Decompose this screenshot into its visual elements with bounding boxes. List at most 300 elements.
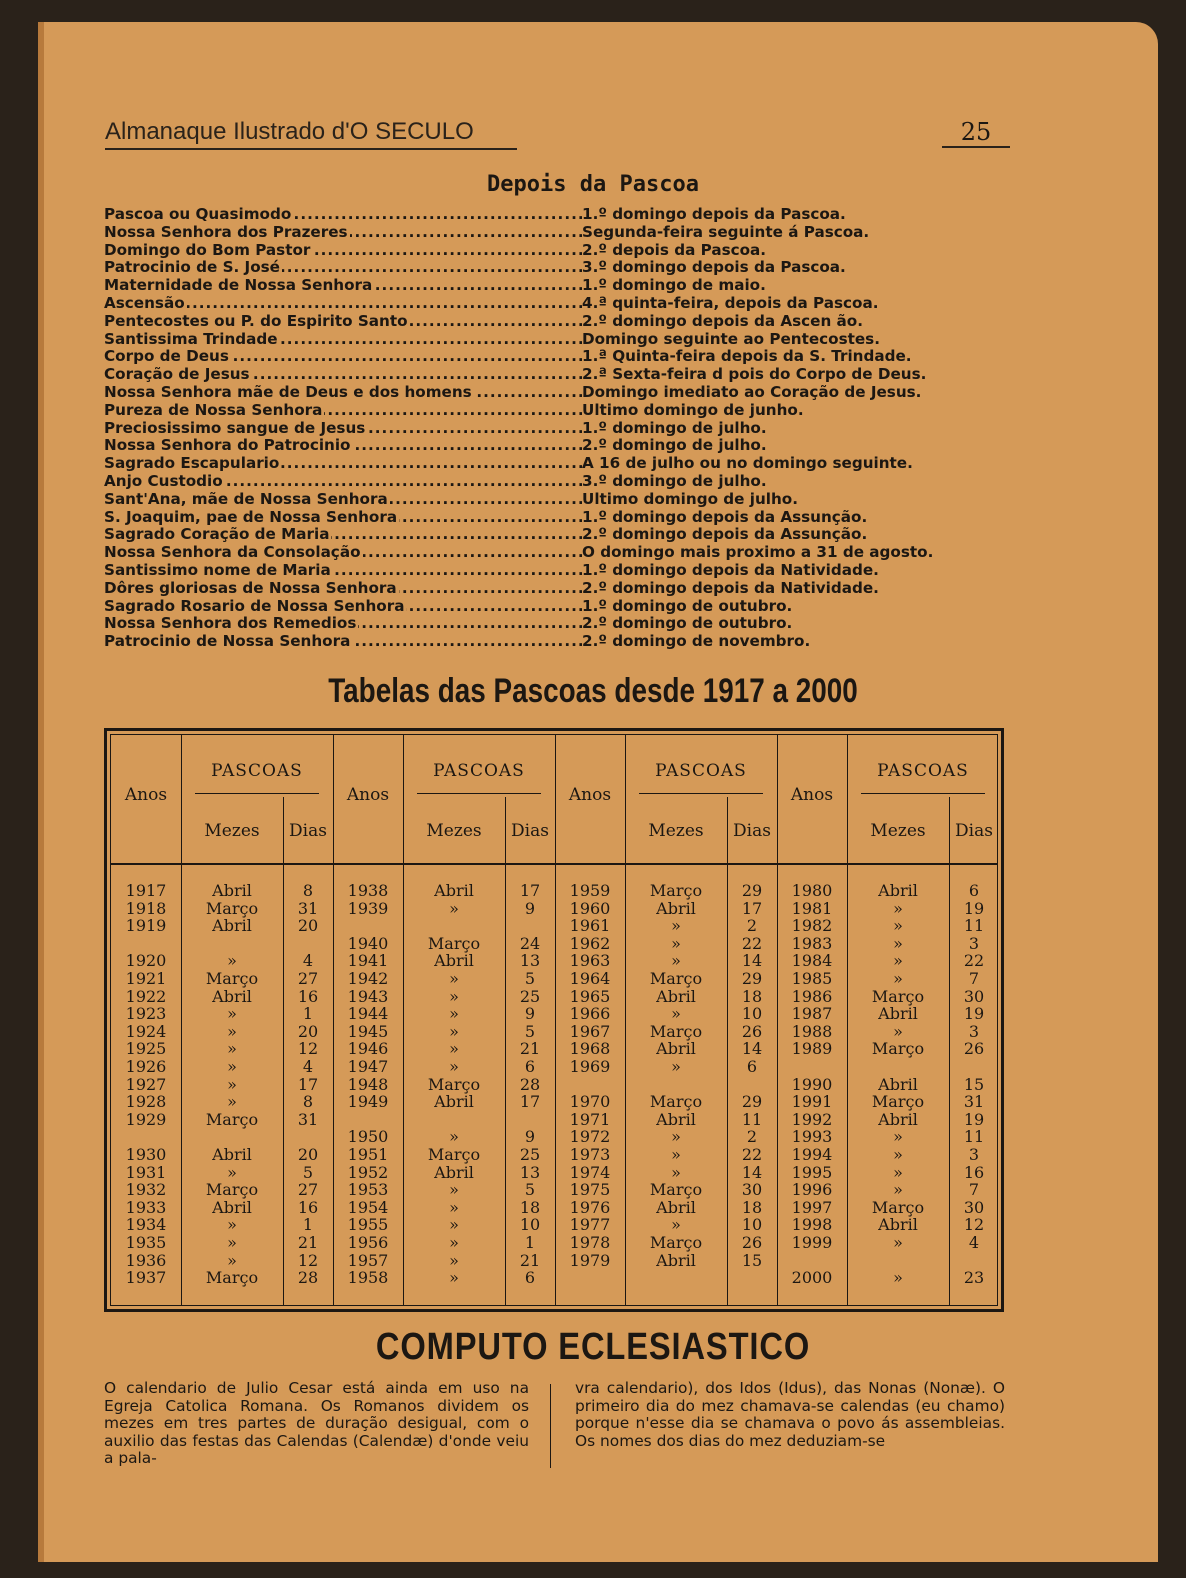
- feast-name: [104, 366, 582, 384]
- year-cell: 1950: [347, 1127, 389, 1147]
- month-cell: »: [449, 1127, 459, 1147]
- year-cell: 1956: [347, 1233, 389, 1252]
- month-cell: »: [893, 1268, 903, 1288]
- month-cell: Março: [427, 1074, 481, 1094]
- day-cell: 10: [741, 1215, 763, 1235]
- day-cell: 16: [297, 986, 319, 1006]
- day-cell: 21: [519, 1250, 541, 1270]
- month-cell: »: [449, 1268, 459, 1288]
- month-cell: Abril: [434, 1162, 474, 1182]
- year-cell: 1919: [125, 916, 167, 936]
- feast-row: [104, 259, 1004, 277]
- year-cell: 1929: [125, 1109, 167, 1129]
- month-cell: »: [227, 1233, 237, 1252]
- day-cell: 16: [963, 1162, 985, 1182]
- day-cell: 26: [741, 1233, 763, 1252]
- feast-date: Domingo seguinte ao Pentecostes.: [582, 329, 880, 348]
- month-cell: »: [671, 1127, 681, 1147]
- month-cell: Março: [649, 1092, 703, 1112]
- feast-row: [104, 277, 1004, 295]
- header-dias: Dias: [289, 821, 327, 841]
- year-cell: 1981: [791, 898, 833, 918]
- year-cell: 1948: [347, 1074, 389, 1094]
- year-cell: 1959: [569, 881, 611, 900]
- month-cell: Março: [649, 1180, 703, 1200]
- year-cell: 1961: [569, 916, 611, 936]
- feast-name: [104, 544, 582, 562]
- header-dias: Dias: [955, 821, 993, 841]
- feast-name: [104, 526, 582, 544]
- feast-date: 2.º domingo depois da Natividade.: [582, 578, 879, 597]
- year-cell: 1971: [569, 1109, 611, 1129]
- month-cell: »: [893, 1127, 903, 1147]
- easter-table-title: Tabelas das Pascoas desde 1917 a 2000: [328, 672, 858, 710]
- year-cell: 1973: [569, 1145, 611, 1164]
- day-cell: 12: [963, 1215, 985, 1235]
- day-cell: 26: [741, 1021, 763, 1041]
- month-cell: »: [227, 1250, 237, 1270]
- year-cell: 1933: [125, 1197, 167, 1217]
- feast-date: 1.ª Quinta-feira depois da S. Trindade.: [582, 347, 912, 366]
- month-cell: »: [893, 1021, 903, 1041]
- feast-row: [104, 348, 1004, 366]
- header-anos: Anos: [790, 785, 834, 805]
- feast-name: [104, 242, 582, 260]
- month-cell: Abril: [878, 1074, 918, 1094]
- easter-table-inner: [110, 734, 998, 1306]
- header-brace: [417, 793, 541, 794]
- month-cell: »: [449, 1250, 459, 1270]
- feast-row: [104, 224, 1004, 242]
- year-cell: 1969: [569, 1057, 611, 1076]
- day-cell: 21: [297, 1233, 319, 1252]
- day-cell: 29: [741, 881, 763, 900]
- month-cell: »: [893, 969, 903, 988]
- month-cell: Abril: [656, 1039, 696, 1059]
- month-cell: Abril: [434, 1092, 474, 1112]
- year-cell: 1938: [347, 881, 389, 900]
- month-cell: »: [449, 898, 459, 918]
- feast-name: [104, 615, 582, 633]
- feast-date: 2.º depois da Pascoa.: [582, 240, 767, 259]
- month-cell: Abril: [212, 881, 252, 900]
- year-cell: 1966: [569, 1004, 611, 1024]
- feast-date: 1.º domingo de outubro.: [582, 596, 793, 615]
- feast-name-text: Sagrado Rosario de Nossa Senhora: [104, 597, 405, 615]
- feast-date: 4.ª quinta-feira, depois da Pascoa.: [582, 293, 879, 312]
- feast-name: [104, 509, 582, 527]
- month-cell: Abril: [656, 986, 696, 1006]
- feast-name-text: Corpo de Deus: [104, 348, 229, 366]
- year-cell: 1935: [125, 1233, 167, 1252]
- year-cell: 1997: [791, 1197, 833, 1217]
- feast-row: [104, 402, 1004, 420]
- year-cell: 1941: [347, 951, 389, 971]
- day-cell: 9: [524, 898, 536, 918]
- year-cell: 1965: [569, 986, 611, 1006]
- month-cell: »: [893, 1162, 903, 1182]
- month-cell: »: [671, 951, 681, 971]
- year-cell: 1967: [569, 1021, 611, 1041]
- year-cell: 1917: [125, 881, 167, 900]
- feast-row: [104, 331, 1004, 349]
- year-cell: 1921: [125, 969, 167, 988]
- month-cell: »: [449, 969, 459, 988]
- day-cell: 22: [741, 933, 763, 953]
- feast-name-text: Sagrado Escapulario: [104, 455, 280, 473]
- header-pascoas: PASCOAS: [655, 761, 747, 781]
- feast-name: [104, 598, 582, 616]
- feast-date: 1.º domingo de maio.: [582, 276, 766, 295]
- easter-table: [104, 728, 1004, 1312]
- month-cell: »: [449, 1233, 459, 1252]
- year-cell: 1942: [347, 969, 389, 988]
- month-cell: Março: [871, 986, 925, 1006]
- month-cell: »: [893, 1180, 903, 1200]
- month-cell: Março: [205, 1268, 259, 1288]
- day-cell: 5: [524, 1021, 536, 1041]
- feast-row: [104, 313, 1004, 331]
- year-cell: 1960: [569, 898, 611, 918]
- year-cell: 1990: [791, 1074, 833, 1094]
- year-cell: 1982: [791, 916, 833, 936]
- year-cell: 1975: [569, 1180, 611, 1200]
- day-cell: 29: [741, 1092, 763, 1112]
- feast-name: [104, 259, 582, 277]
- month-cell: »: [449, 1180, 459, 1200]
- month-cell: Março: [871, 1197, 925, 1217]
- month-cell: Março: [649, 1233, 703, 1252]
- year-cell: 1952: [347, 1162, 389, 1182]
- month-cell: »: [227, 1074, 237, 1094]
- day-cell: 4: [302, 951, 314, 971]
- day-cell: 19: [963, 898, 985, 918]
- month-cell: »: [227, 1215, 237, 1235]
- year-cell: 1918: [125, 898, 167, 918]
- day-cell: 14: [741, 951, 763, 971]
- month-cell: Março: [205, 969, 259, 988]
- day-cell: 11: [963, 916, 985, 936]
- feast-name-text: Sant'Ana, mãe de Nossa Senhora: [104, 490, 388, 508]
- day-cell: 5: [524, 1180, 536, 1200]
- feast-name-text: S. Joaquim, pae de Nossa Senhora: [104, 508, 398, 526]
- day-cell: 22: [741, 1145, 763, 1164]
- feast-date: 1.º domingo depois da Natividade.: [582, 560, 879, 579]
- feast-name: [104, 277, 582, 295]
- year-cell: 1945: [347, 1021, 389, 1041]
- feast-name: [104, 402, 582, 420]
- feast-date: A 16 de julho ou no domingo seguinte.: [582, 454, 913, 473]
- year-cell: 1993: [791, 1127, 833, 1147]
- month-cell: »: [671, 933, 681, 953]
- year-cell: 1955: [347, 1215, 389, 1235]
- year-cell: 1994: [791, 1145, 833, 1164]
- header-brace: [861, 793, 985, 794]
- month-cell: »: [449, 1057, 459, 1076]
- feast-name-text: Coração de Jesus: [104, 366, 250, 384]
- feast-row: [104, 420, 1004, 438]
- day-cell: 18: [519, 1197, 541, 1217]
- feast-row: [104, 491, 1004, 509]
- year-cell: 1924: [125, 1021, 167, 1041]
- month-cell: Março: [205, 1180, 259, 1200]
- feast-name: [104, 633, 582, 651]
- year-cell: 1978: [569, 1233, 611, 1252]
- month-cell: »: [449, 1197, 459, 1217]
- feast-name: [104, 384, 582, 402]
- day-cell: 6: [524, 1268, 536, 1288]
- month-cell: »: [227, 1004, 237, 1024]
- feast-name-text: Maternidade de Nossa Senhora: [104, 277, 373, 295]
- day-cell: 8: [302, 881, 314, 900]
- feast-name: [104, 473, 582, 491]
- month-cell: Março: [871, 1039, 925, 1059]
- header-mezes: Mezes: [870, 821, 926, 841]
- feast-row: [104, 455, 1004, 473]
- feast-row: [104, 366, 1004, 384]
- feast-date: 1.º domingo depois da Pascoa.: [582, 205, 846, 223]
- day-cell: 17: [519, 881, 541, 900]
- year-cell: 1946: [347, 1039, 389, 1059]
- day-cell: 15: [741, 1250, 763, 1270]
- feast-row: [104, 598, 1004, 616]
- day-cell: 10: [519, 1215, 541, 1235]
- month-cell: Abril: [656, 1197, 696, 1217]
- day-cell: 15: [963, 1074, 985, 1094]
- month-cell: Abril: [434, 881, 474, 900]
- month-cell: Março: [205, 1109, 259, 1129]
- day-cell: 1: [302, 1215, 314, 1235]
- year-cell: 1979: [569, 1250, 611, 1270]
- feast-date: 3.º domingo depois da Pascoa.: [582, 258, 846, 277]
- feast-name: [104, 331, 582, 349]
- year-cell: 1953: [347, 1180, 389, 1200]
- year-cell: 1940: [347, 933, 389, 953]
- year-cell: 1936: [125, 1250, 167, 1270]
- day-cell: 14: [741, 1162, 763, 1182]
- year-cell: 1986: [791, 986, 833, 1006]
- day-cell: 28: [297, 1268, 319, 1288]
- day-cell: 6: [746, 1057, 758, 1076]
- month-cell: Abril: [656, 898, 696, 918]
- year-cell: 1983: [791, 933, 833, 953]
- month-cell: Março: [205, 898, 259, 918]
- month-cell: Abril: [212, 986, 252, 1006]
- section-title: Depois da Pascoa: [487, 172, 699, 197]
- feast-name-text: Nossa Senhora do Patrocinio: [104, 437, 351, 455]
- month-cell: »: [449, 1021, 459, 1041]
- feast-name-text: Nossa Senhora mãe de Deus e dos homens: [104, 383, 472, 401]
- day-cell: 22: [963, 951, 985, 971]
- feast-row: [104, 473, 1004, 491]
- day-cell: 7: [968, 1180, 980, 1200]
- feast-name-text: Domingo do Bom Pastor: [104, 241, 311, 259]
- month-cell: Abril: [656, 1109, 696, 1129]
- month-cell: »: [893, 1233, 903, 1252]
- year-cell: 1947: [347, 1057, 389, 1076]
- year-cell: 1985: [791, 969, 833, 988]
- month-cell: »: [449, 1004, 459, 1024]
- year-cell: 1989: [791, 1039, 833, 1059]
- day-cell: 27: [297, 969, 319, 988]
- feast-name-text: Dôres gloriosas de Nossa Senhora: [104, 579, 397, 597]
- day-cell: 13: [519, 951, 541, 971]
- month-cell: Abril: [434, 951, 474, 971]
- month-cell: »: [449, 1215, 459, 1235]
- header-pascoas: PASCOAS: [211, 761, 303, 781]
- year-cell: 1925: [125, 1039, 167, 1059]
- day-cell: 16: [297, 1197, 319, 1217]
- year-cell: 1923: [125, 1004, 167, 1024]
- feast-date: 2.º domingo de julho.: [582, 436, 767, 455]
- year-cell: 1920: [125, 951, 167, 971]
- day-cell: 14: [741, 1039, 763, 1059]
- feast-row: [104, 295, 1004, 313]
- header-anos: Anos: [124, 785, 168, 805]
- day-cell: 18: [741, 1197, 763, 1217]
- year-cell: 1992: [791, 1109, 833, 1129]
- day-cell: 13: [519, 1162, 541, 1182]
- page-spine: [38, 22, 44, 1562]
- feast-name: [104, 295, 582, 313]
- day-cell: 20: [297, 1021, 319, 1041]
- feast-date: Ultimo domingo de junho.: [582, 400, 804, 419]
- year-cell: 1957: [347, 1250, 389, 1270]
- day-cell: 20: [297, 916, 319, 936]
- header-separator: [111, 863, 997, 865]
- month-cell: »: [893, 933, 903, 953]
- day-cell: 29: [741, 969, 763, 988]
- year-cell: 1988: [791, 1021, 833, 1041]
- month-cell: »: [671, 1162, 681, 1182]
- year-cell: 1928: [125, 1092, 167, 1112]
- month-cell: Março: [649, 881, 703, 900]
- month-cell: »: [671, 916, 681, 936]
- feast-name: [104, 455, 582, 473]
- feast-row: [104, 437, 1004, 455]
- year-cell: 1937: [125, 1268, 167, 1288]
- feast-date: Segunda-feira seguinte á Pascoa.: [582, 222, 870, 241]
- day-cell: 31: [297, 898, 319, 918]
- month-cell: Março: [649, 969, 703, 988]
- year-cell: 1943: [347, 986, 389, 1006]
- feast-date: 2.º domingo depois da Assunção.: [582, 525, 868, 544]
- feast-row: [104, 206, 1004, 224]
- day-cell: 17: [297, 1074, 319, 1094]
- feast-date: Ultimo domingo de julho.: [582, 489, 798, 508]
- year-cell: 1977: [569, 1215, 611, 1235]
- year-cell: 1954: [347, 1197, 389, 1217]
- header-pascoas: PASCOAS: [433, 761, 525, 781]
- feast-name: [104, 313, 582, 331]
- day-cell: 12: [297, 1250, 319, 1270]
- day-cell: 19: [963, 1004, 985, 1024]
- feast-row: [104, 509, 1004, 527]
- day-cell: 25: [519, 1145, 541, 1164]
- header-brace: [639, 793, 763, 794]
- computo-title: COMPUTO ECLESIASTICO: [375, 1326, 811, 1368]
- year-cell: 1944: [347, 1004, 389, 1024]
- header-mezes: Mezes: [426, 821, 482, 841]
- year-cell: 1930: [125, 1145, 167, 1164]
- day-cell: 11: [741, 1109, 763, 1129]
- feast-name: [104, 348, 582, 366]
- header-dias: Dias: [511, 821, 549, 841]
- day-cell: 12: [297, 1039, 319, 1059]
- feast-list: [104, 206, 1004, 651]
- feast-date: 1.º domingo de julho.: [582, 418, 767, 437]
- feast-name-text: Ascensão: [104, 294, 185, 312]
- month-cell: Abril: [212, 916, 252, 936]
- month-cell: Março: [427, 1145, 481, 1164]
- feast-name-text: Pureza de Nossa Senhora: [104, 401, 323, 419]
- feast-name-text: Santissima Trindade: [104, 330, 278, 348]
- feast-name: [104, 206, 582, 224]
- month-cell: Abril: [212, 1145, 252, 1164]
- day-cell: 8: [302, 1092, 314, 1112]
- feast-row: [104, 562, 1004, 580]
- month-cell: »: [671, 1215, 681, 1235]
- month-cell: »: [227, 1039, 237, 1059]
- day-cell: 20: [297, 1145, 319, 1164]
- day-cell: 3: [968, 1021, 980, 1041]
- month-cell: »: [227, 1057, 237, 1076]
- day-cell: 18: [741, 986, 763, 1006]
- month-cell: »: [227, 1162, 237, 1182]
- header-mezes: Mezes: [648, 821, 704, 841]
- month-cell: Abril: [656, 1250, 696, 1270]
- feast-name-text: Pascoa ou Quasimodo: [104, 206, 292, 223]
- month-cell: Abril: [878, 1004, 918, 1024]
- day-cell: 28: [519, 1074, 541, 1094]
- year-cell: 1951: [347, 1145, 389, 1164]
- header-dias: Dias: [733, 821, 771, 841]
- feast-date: 2.ª Sexta-feira d pois do Corpo de Deus.: [582, 365, 927, 384]
- year-cell: 1958: [347, 1268, 389, 1288]
- day-cell: 27: [297, 1180, 319, 1200]
- feast-name-text: Nossa Senhora dos Prazeres: [104, 223, 348, 241]
- month-cell: »: [893, 1145, 903, 1164]
- year-cell: 1991: [791, 1092, 833, 1112]
- feast-name: [104, 580, 582, 598]
- day-cell: 7: [968, 969, 980, 988]
- month-cell: »: [671, 1004, 681, 1024]
- column-divider: [550, 1384, 551, 1468]
- year-cell: 1974: [569, 1162, 611, 1182]
- month-cell: Março: [649, 1021, 703, 1041]
- year-cell: 1970: [569, 1092, 611, 1112]
- day-cell: 11: [963, 1127, 985, 1147]
- day-cell: 9: [524, 1004, 536, 1024]
- feast-name-text: Nossa Senhora da Consolação: [104, 544, 361, 562]
- year-cell: 1984: [791, 951, 833, 971]
- day-cell: 6: [524, 1057, 536, 1076]
- header-anos: Anos: [346, 785, 390, 805]
- page-number: 25: [942, 118, 1010, 148]
- year-cell: 1964: [569, 969, 611, 988]
- year-cell: 1987: [791, 1004, 833, 1024]
- feast-name-text: Santissimo nome de Maria: [104, 561, 331, 579]
- month-cell: »: [671, 1057, 681, 1076]
- header-mezes: Mezes: [204, 821, 260, 841]
- feast-date: 2.º domingo de novembro.: [582, 632, 811, 651]
- month-cell: »: [227, 951, 237, 971]
- feast-name-text: Pentecostes ou P. do Espirito Santo: [104, 312, 408, 330]
- month-cell: »: [893, 898, 903, 918]
- day-cell: 19: [963, 1109, 985, 1129]
- month-cell: Março: [871, 1092, 925, 1112]
- month-cell: »: [227, 1092, 237, 1112]
